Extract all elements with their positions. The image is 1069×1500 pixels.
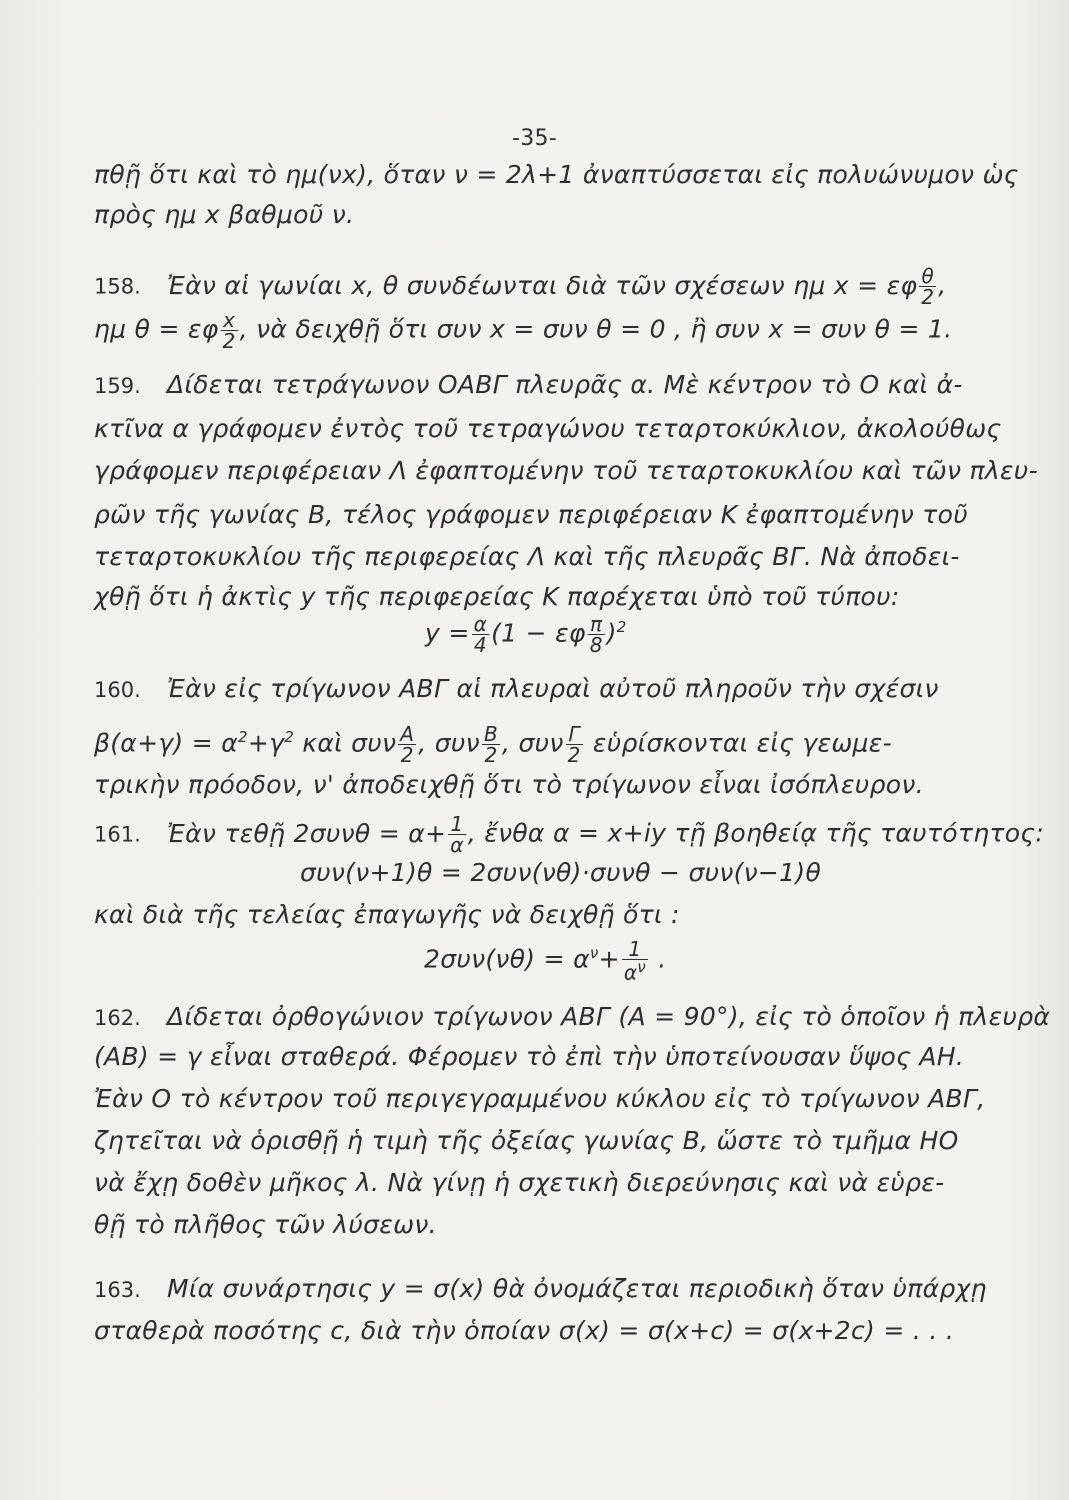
intro-line-1: πθῇ ὅτι καὶ τὸ ημ(νx), ὅταν ν = 2λ+1 ἀναπτύσσεται εἰς πολυώνυμον ὡς — [94, 160, 1019, 189]
text: y = — [425, 618, 470, 648]
problem-160-line-1 — [94, 674, 939, 705]
numerator: 1 — [622, 939, 648, 960]
text: Ἐὰν εἰς τρίγωνον ΑΒΓ αἱ πλευραὶ αὐτοῦ πληροῦν τὴν σχέσιν — [167, 674, 939, 703]
denominator: α — [450, 833, 464, 857]
problem-159-line-2: κτῖνα α γράφομεν ἐντὸς τοῦ τετραγώνου τεταρτοκύκλιον, ἀκολούθως — [94, 414, 1002, 443]
numerator: π — [588, 614, 605, 635]
fraction — [622, 936, 648, 985]
fraction — [482, 721, 500, 767]
denominator: 2 — [921, 285, 935, 309]
page-number: -35- — [511, 126, 558, 151]
denominator: 2 — [567, 742, 581, 767]
text: +γ — [247, 728, 285, 758]
numerator: 1 — [448, 814, 465, 835]
fraction — [919, 266, 936, 307]
fraction — [472, 611, 489, 657]
problem-161-line-1 — [94, 814, 1044, 855]
numerator: α — [473, 611, 488, 636]
numerator: Α — [400, 721, 415, 746]
problem-159-line-3: γράφομεν περιφέρειαν Λ ἐφαπτομένην τοῦ τεταρτοκυκλίου καὶ τῶν πλευ- — [94, 456, 1038, 485]
problem-161-line-2: συν(ν+1)θ = 2συν(νθ)·συνθ − συν(ν−1)θ — [300, 858, 822, 887]
denominator: 8 — [589, 632, 603, 657]
denominator: 2 — [222, 329, 236, 353]
fraction — [588, 611, 605, 657]
text: . — [649, 944, 667, 974]
problem-162-line-3: Ἐὰν Ο τὸ κέντρον τοῦ περιγεγραμμένου κύκλου εἰς τὸ τρίγωνον ΑΒΓ, — [94, 1084, 986, 1113]
denominator-base: α — [623, 960, 638, 985]
text: , νὰ δειχθῇ ὅτι συν x = συν θ = 0 , ἢ συν x = συν θ = 1. — [239, 314, 953, 344]
exponent: ν — [589, 944, 599, 962]
problem-160-line-2 — [94, 722, 892, 765]
problem-161-line-3: καὶ διὰ τῆς τελείας ἐπαγωγῆς νὰ δειχθῇ ὅτι : — [94, 900, 680, 929]
text: , ἔνθα α = x+iy τῇ βοηθείᾳ τῆς ταυτότητος: — [467, 818, 1045, 848]
problem-162-line-5: νὰ ἔχῃ δοθὲν μῆκος λ. Νὰ γίνῃ ἡ σχετικὴ διερεύνησις καὶ νὰ εὑρε- — [94, 1168, 945, 1197]
problem-163-line-1 — [94, 1274, 987, 1305]
text: , — [938, 270, 947, 300]
problem-158-line-1 — [94, 266, 947, 307]
problem-159-line-4: ρῶν τῆς γωνίας Β, τέλος γράφομεν περιφέρειαν Κ ἐφαπτομένην τοῦ — [94, 500, 968, 529]
text: εὑρίσκονται εἰς γεωμε- — [584, 728, 892, 758]
text: ) — [606, 618, 617, 648]
text: 2συν(νθ) = α — [424, 944, 590, 974]
numerator: Γ — [566, 724, 583, 745]
problem-number: 162. — [94, 1006, 141, 1030]
text: καὶ συν — [294, 728, 397, 758]
problem-number: 160. — [94, 678, 141, 702]
text: + — [598, 944, 620, 974]
denominator: 4 — [473, 632, 487, 657]
exponent: 2 — [284, 728, 295, 746]
numerator: Β — [483, 721, 498, 746]
problem-162-line-4: ζητεῖται νὰ ὁρισθῇ ἡ τιμὴ τῆς ὀξείας γωνίας Β, ὥστε τὸ τμῆμα ΗΟ — [94, 1126, 959, 1155]
text: Δίδεται τετράγωνον ΟΑΒΓ πλευρᾶς α. Μὲ κέντρον τὸ Ο καὶ ἀ- — [167, 370, 963, 399]
denominator — [622, 957, 648, 985]
fraction — [221, 310, 238, 351]
text: , συν — [501, 728, 564, 758]
fraction — [448, 814, 465, 855]
problem-number: 158. — [94, 274, 141, 299]
exponent: ν — [637, 957, 646, 976]
problem-162-line-1 — [94, 1002, 1050, 1033]
exponent: 2 — [616, 618, 627, 636]
problem-162-line-2: (ΑΒ) = γ εἶναι σταθερά. Φέρομεν τὸ ἐπὶ τὴν ὑποτείνουσαν ὕψος ΑΗ. — [94, 1042, 965, 1071]
problem-160-line-3: τρικὴν πρόοδον, ν' ἀποδειχθῇ ὅτι τὸ τρίγωνον εἶναι ἰσόπλευρον. — [94, 770, 924, 799]
intro-line-2: πρὸς ημ x βαθμοῦ ν. — [94, 200, 355, 229]
numerator: θ — [919, 266, 936, 287]
problem-159-formula — [425, 612, 627, 655]
denominator: 2 — [484, 742, 498, 767]
fraction — [398, 721, 416, 767]
text: Ἐὰν τεθῇ 2συνθ = α+ — [167, 818, 447, 848]
text: Δίδεται ὀρθογώνιον τρίγωνον ΑΒΓ (Α = 90°), εἰς τὸ ὁποῖον ἡ πλευρὰ — [167, 1002, 1051, 1031]
problem-163-line-2: σταθερὰ ποσότης c, διὰ τὴν ὁποίαν σ(x) = σ(x+c) = σ(x+2c) = . . . — [94, 1316, 955, 1345]
problem-number: 161. — [94, 822, 141, 847]
fraction — [566, 721, 583, 767]
problem-158-line-2 — [94, 310, 952, 351]
text: Μία συνάρτησις y = σ(x) θὰ ὀνομάζεται περιοδικὴ ὅταν ὑπάρχῃ — [167, 1274, 987, 1303]
exponent: 2 — [238, 728, 248, 746]
problem-number: 163. — [94, 1278, 141, 1302]
text: ημ θ = εφ — [94, 314, 219, 344]
text: β(α+γ) = α — [94, 728, 239, 758]
text: (1 − εφ — [491, 618, 586, 648]
text: , συν — [418, 728, 480, 758]
problem-159-line-6: χθῇ ὅτι ἡ ἀκτὶς y τῆς περιφερείας Κ παρέχεται ὑπὸ τοῦ τύπου: — [94, 582, 900, 611]
problem-159-line-5: τεταρτοκυκλίου τῆς περιφερείας Λ καὶ τῆς πλευρᾶς ΒΓ. Νὰ ἀποδει- — [94, 542, 960, 571]
problem-number: 159. — [94, 374, 141, 398]
problem-162-line-6: θῇ τὸ πλῆθος τῶν λύσεων. — [94, 1210, 437, 1239]
numerator: x — [221, 310, 238, 331]
problem-159-line-1 — [94, 370, 963, 401]
denominator: 2 — [400, 742, 414, 767]
text: Ἐὰν αἱ γωνίαι x, θ συνδέωνται διὰ τῶν σχέσεων ημ x = εφ — [167, 270, 918, 300]
problem-161-line-4 — [424, 936, 667, 985]
